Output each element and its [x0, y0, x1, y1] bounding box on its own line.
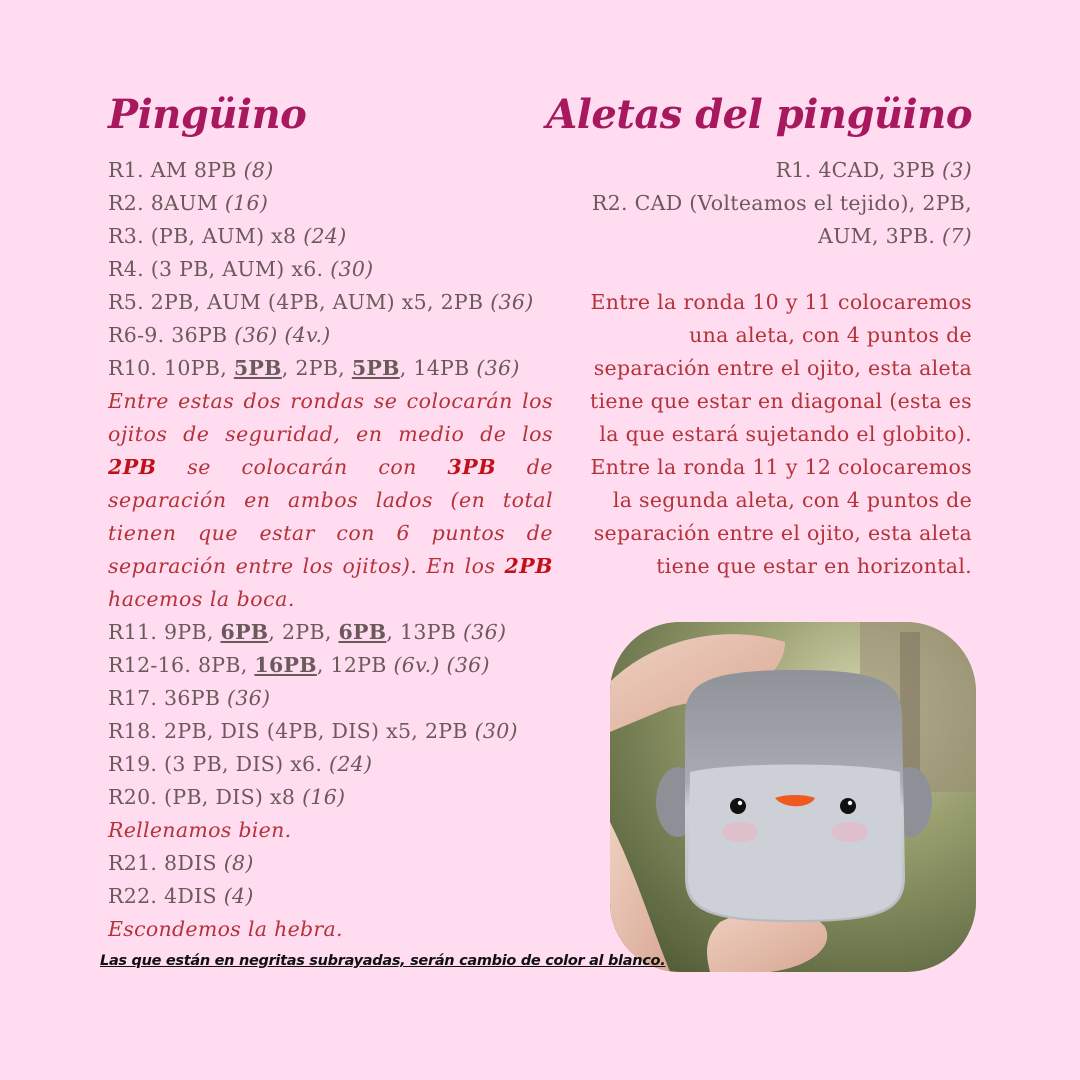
round-22: R22. 4DIS (4) [108, 884, 254, 908]
penguin-pattern [108, 154, 553, 946]
round-18: R18. 2PB, DIS (4PB, DIS) x5, 2PB (30) [108, 719, 518, 743]
flipper-round-1: R1. 4CAD, 3PB (3) [775, 158, 972, 182]
flippers-pattern [572, 154, 972, 583]
round-1: R1. AM 8PB (8) [108, 158, 274, 182]
flipper-placement-note-1: Entre la ronda 10 y 11 colocaremos una aleta, con 4 puntos de separación entre el ojito, esta aleta tiene que estar en diagonal (esta es la que estará sujetando el globito). [590, 290, 972, 446]
round-3: R3. (PB, AUM) x8 (24) [108, 224, 347, 248]
round-11: R11. 9PB, 6PB, 2PB, 6PB, 13PB (36) [108, 620, 507, 644]
round-12-16: R12-16. 8PB, 16PB, 12PB (6v.) (36) [108, 653, 490, 677]
round-2: R2. 8AUM (16) [108, 191, 269, 215]
round-4: R4. (3 PB, AUM) x6. (30) [108, 257, 374, 281]
round-19: R19. (3 PB, DIS) x6. (24) [108, 752, 373, 776]
flipper-round-2: R2. CAD (Volteamos el tejido), 2PB, AUM, 3PB. (7) [591, 191, 972, 248]
stuffing-note: Rellenamos bien. [108, 818, 292, 842]
pattern-title-flippers: Aletas del pingüino [546, 91, 972, 138]
round-6-9: R6-9. 36PB (36) (4v.) [108, 323, 331, 347]
finish-note: Escondemos la hebra. [108, 917, 343, 941]
round-20: R20. (PB, DIS) x8 (16) [108, 785, 346, 809]
footnote: Las que están en negritas subrayadas, serán cambio de color al blanco. [100, 953, 666, 969]
round-5: R5. 2PB, AUM (4PB, AUM) x5, 2PB (36) [108, 290, 534, 314]
round-21: R21. 8DIS (8) [108, 851, 254, 875]
eyes-note: Entre estas dos rondas se colocarán los ojitos de seguridad, en medio de los 2PB se colocarán con 3PB de separación en ambos lados (en total tienen que estar con 6 puntos de separación entre los ojitos). En los 2PB hacemos la boca. [108, 389, 553, 611]
flipper-placement-note-2: Entre la ronda 11 y 12 colocaremos la segunda aleta, con 4 puntos de separación entre el ojito, esta aleta tiene que estar en horizontal. [590, 455, 972, 578]
round-17: R17. 36PB (36) [108, 686, 271, 710]
pattern-title-penguin: Pingüino [108, 91, 307, 138]
amigurumi-penguin-photo [610, 622, 976, 972]
round-10: R10. 10PB, 5PB, 2PB, 5PB, 14PB (36) [108, 356, 520, 380]
